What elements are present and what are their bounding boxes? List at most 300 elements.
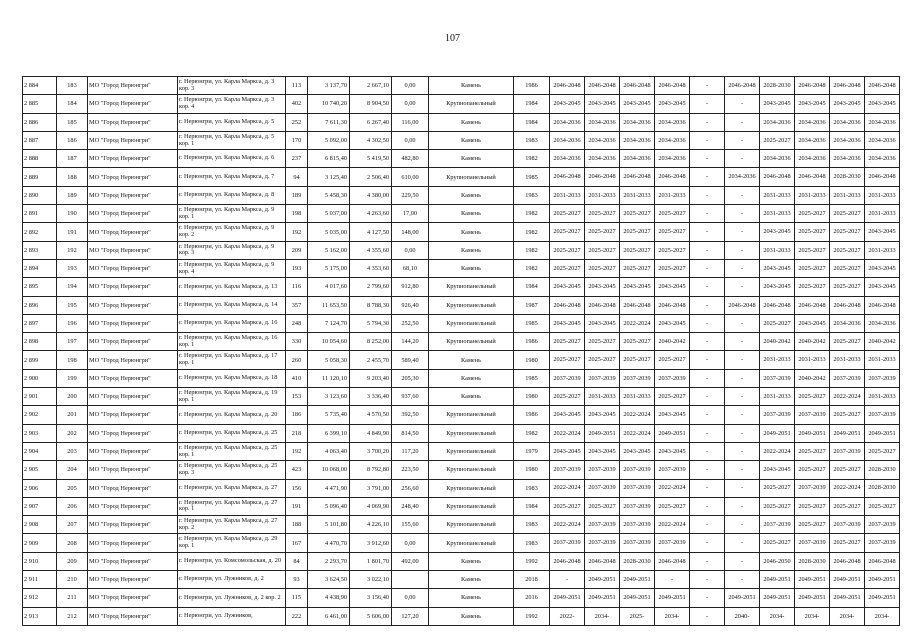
repair-period-cell: 2031-2033	[830, 186, 865, 204]
repair-period-cell: 2043-2045	[795, 314, 830, 332]
repair-period-cell: 2049-2051	[830, 589, 865, 607]
living-area-cell: 5 606,00	[350, 607, 392, 625]
apartments-cell: 423	[286, 461, 308, 479]
total-area-cell: 5 035,00	[308, 223, 350, 241]
living-area-cell: 3 022,10	[350, 571, 392, 589]
nonresidential-area-cell: 17,00	[392, 205, 429, 223]
repair-period-cell: 2046-2048	[795, 296, 830, 314]
row-number-cell: 2 890	[23, 186, 57, 204]
local-number-cell: 194	[57, 278, 88, 296]
repair-period-cell: 2025-2027	[550, 223, 585, 241]
table-row	[23, 351, 900, 369]
build-year-cell: 1992	[514, 607, 550, 625]
address-cell: г. Нерюнгри, ул. Карла Маркса, д. 16	[178, 314, 286, 332]
repair-period-cell: -	[690, 131, 725, 149]
living-area-cell: 8 788,30	[350, 296, 392, 314]
total-area-cell: 5 096,40	[308, 497, 350, 515]
total-area-cell: 7 124,70	[308, 314, 350, 332]
total-area-cell: 2 293,70	[308, 552, 350, 570]
repair-period-cell: 2037-2039	[550, 461, 585, 479]
address-cell: г. Нерюнгри, ул. Карла Маркса, д. 19 кор. 1	[178, 388, 286, 406]
build-year-cell: 1986	[514, 333, 550, 351]
repair-period-cell: 2049-2051	[585, 589, 620, 607]
repair-period-cell: -	[690, 589, 725, 607]
total-area-cell: 5 092,00	[308, 131, 350, 149]
municipality-cell: МО "Город Нерюнгри"	[88, 369, 178, 387]
repair-period-cell: 2034-2036	[655, 150, 690, 168]
repair-period-cell: 2043-2045	[620, 278, 655, 296]
living-area-cell: 4 570,50	[350, 406, 392, 424]
row-number-cell: 2 892	[23, 223, 57, 241]
repair-period-cell: 2046-2048	[725, 77, 760, 95]
repair-period-cell: 2031-2033	[655, 186, 690, 204]
wall-material-cell: Крупнопанельный	[429, 95, 514, 113]
repair-period-cell: 2034-2036	[865, 131, 900, 149]
row-number-cell: 2 884	[23, 77, 57, 95]
repair-period-cell: 2025-2027	[655, 259, 690, 277]
row-number-cell: 2 894	[23, 259, 57, 277]
row-number-cell: 2 910	[23, 552, 57, 570]
row-number-cell: 2 887	[23, 131, 57, 149]
repair-period-cell: 2046-2048	[830, 552, 865, 570]
wall-material-cell: Камень	[429, 77, 514, 95]
build-year-cell: 1992	[514, 552, 550, 570]
repair-period-cell: 2037-2039	[550, 534, 585, 552]
build-year-cell: 1983	[514, 479, 550, 497]
living-area-cell: 2 799,60	[350, 278, 392, 296]
repair-period-cell: 2034-2036	[585, 150, 620, 168]
row-number-cell: 2 913	[23, 607, 57, 625]
repair-period-cell: 2025-2027	[550, 259, 585, 277]
address-cell: г. Нерюнгри, ул. Карла Маркса, д. 16 кор. 1	[178, 333, 286, 351]
page-number: 107	[445, 33, 460, 44]
repair-period-cell: 2031-2033	[830, 351, 865, 369]
repair-period-cell: 2025-2027	[585, 259, 620, 277]
nonresidential-area-cell: 912,80	[392, 278, 429, 296]
repair-period-cell: 2025-2027	[585, 351, 620, 369]
repair-period-cell: 2031-2033	[795, 186, 830, 204]
nonresidential-area-cell: 223,50	[392, 461, 429, 479]
wall-material-cell: Крупнопанельный	[429, 333, 514, 351]
repair-period-cell: 2040-2042	[760, 333, 795, 351]
repair-period-cell: -	[690, 95, 725, 113]
repair-period-cell: 2025-2027	[865, 497, 900, 515]
repair-period-cell: 2040-2042	[795, 369, 830, 387]
repair-period-cell: 2025-2027	[655, 205, 690, 223]
repair-period-cell: 2025-2027	[550, 241, 585, 259]
repair-period-cell: 2031-2033	[865, 186, 900, 204]
repair-period-cell: -	[725, 388, 760, 406]
repair-period-cell: 2037-2039	[585, 479, 620, 497]
wall-material-cell: Крупнопанельный	[429, 406, 514, 424]
table-row	[23, 406, 900, 424]
wall-material-cell: Камень	[429, 223, 514, 241]
total-area-cell: 5 458,30	[308, 186, 350, 204]
local-number-cell: 183	[57, 77, 88, 95]
repair-period-cell: 2046-2048	[830, 296, 865, 314]
repair-period-cell: 2046-2048	[830, 77, 865, 95]
repair-period-cell: 2037-2039	[865, 369, 900, 387]
repair-period-cell: -	[690, 424, 725, 442]
build-year-cell: 1980	[514, 351, 550, 369]
wall-material-cell: Камень	[429, 388, 514, 406]
repair-period-cell: 2046-2048	[655, 168, 690, 186]
municipality-cell: МО "Город Нерюнгри"	[88, 278, 178, 296]
nonresidential-area-cell: 252,50	[392, 314, 429, 332]
table-row	[23, 369, 900, 387]
wall-material-cell: Камень	[429, 259, 514, 277]
wall-material-cell: Камень	[429, 571, 514, 589]
repair-period-cell: 2037-2039	[830, 516, 865, 534]
repair-period-cell: 2025-2027	[550, 333, 585, 351]
repair-period-cell: 2025-2027	[760, 534, 795, 552]
repair-period-cell: 2025-2027	[550, 497, 585, 515]
repair-period-cell: -	[725, 351, 760, 369]
repair-period-cell: 2031-2033	[760, 241, 795, 259]
repair-period-cell: 2049-2051	[620, 589, 655, 607]
repair-period-cell: -	[690, 497, 725, 515]
repair-period-cell: 2025-2027	[830, 205, 865, 223]
wall-material-cell: Камень	[429, 186, 514, 204]
repair-period-cell: 2043-2045	[865, 223, 900, 241]
municipality-cell: МО "Город Нерюнгри"	[88, 259, 178, 277]
municipality-cell: МО "Город Нерюнгри"	[88, 314, 178, 332]
repair-period-cell: 2034-2036	[760, 113, 795, 131]
apartments-cell: 115	[286, 589, 308, 607]
total-area-cell: 11 120,10	[308, 369, 350, 387]
repair-period-cell: 2046-2048	[865, 296, 900, 314]
repair-period-cell: 2046-2050	[760, 552, 795, 570]
repair-period-cell: 2037-2039	[620, 497, 655, 515]
repair-period-cell: 2025-2027	[585, 223, 620, 241]
apartments-cell: 252	[286, 113, 308, 131]
address-cell: г. Нерюнгри, ул. Карла Маркса, д. 9 кор. 3	[178, 241, 286, 259]
repair-period-cell: -	[725, 406, 760, 424]
row-number-cell: 2 895	[23, 278, 57, 296]
repair-period-cell: 2037-2039	[865, 406, 900, 424]
apartments-cell: 191	[286, 497, 308, 515]
apartments-cell: 330	[286, 333, 308, 351]
repair-period-cell: 2025-2027	[550, 388, 585, 406]
repair-period-cell: 2046-2048	[585, 296, 620, 314]
repair-period-cell: -	[725, 205, 760, 223]
repair-period-cell: 2031-2033	[865, 205, 900, 223]
apartments-cell: 222	[286, 607, 308, 625]
repair-period-cell: -	[725, 314, 760, 332]
repair-period-cell: -	[725, 516, 760, 534]
repair-period-cell: 2025-2027	[795, 516, 830, 534]
row-number-cell: 2 905	[23, 461, 57, 479]
repair-period-cell: 2025-2027	[585, 497, 620, 515]
repair-period-cell: 2028-2030	[830, 168, 865, 186]
local-number-cell: 189	[57, 186, 88, 204]
apartments-cell: 93	[286, 571, 308, 589]
repair-period-cell: 2049-2051	[795, 589, 830, 607]
repair-period-cell: 2049-2051	[795, 424, 830, 442]
repair-period-cell: 2034-2036	[865, 150, 900, 168]
row-number-cell: 2 885	[23, 95, 57, 113]
apartments-cell: 402	[286, 95, 308, 113]
repair-period-cell: 2046-2048	[585, 168, 620, 186]
repair-period-cell: 2031-2033	[585, 186, 620, 204]
municipality-cell: МО "Город Нерюнгри"	[88, 223, 178, 241]
repair-period-cell: 2028-2030	[795, 552, 830, 570]
repair-period-cell: 2025-2027	[830, 333, 865, 351]
municipality-cell: МО "Город Нерюнгри"	[88, 113, 178, 131]
repair-period-cell: 2025-2027	[620, 333, 655, 351]
repair-period-cell: 2022-2024	[550, 424, 585, 442]
apartments-cell: 188	[286, 516, 308, 534]
local-number-cell: 208	[57, 534, 88, 552]
local-number-cell: 198	[57, 351, 88, 369]
repair-period-cell: -	[690, 113, 725, 131]
repair-period-cell: -	[690, 296, 725, 314]
nonresidential-area-cell: 392,50	[392, 406, 429, 424]
address-cell: г. Нерюнгри, ул. Карла Маркса, д. 8	[178, 186, 286, 204]
living-area-cell: 5 794,30	[350, 314, 392, 332]
row-number-cell: 2 896	[23, 296, 57, 314]
repair-period-cell: 2025-2027	[585, 241, 620, 259]
living-area-cell: 4 069,90	[350, 497, 392, 515]
repair-period-cell: 2031-2033	[865, 241, 900, 259]
total-area-cell: 11 653,50	[308, 296, 350, 314]
address-cell: г. Нерюнгри, ул. Карла Маркса, д. 3 кор. 3	[178, 77, 286, 95]
table-row	[23, 461, 900, 479]
apartments-cell: 237	[286, 150, 308, 168]
living-area-cell: 5 419,50	[350, 150, 392, 168]
repair-period-cell: -	[690, 388, 725, 406]
table-row	[23, 95, 900, 113]
wall-material-cell: Камень	[429, 552, 514, 570]
nonresidential-area-cell: 155,60	[392, 516, 429, 534]
repair-period-cell: -	[725, 150, 760, 168]
table-row	[23, 205, 900, 223]
repair-period-cell: 2049-2051	[550, 589, 585, 607]
total-area-cell: 7 611,30	[308, 113, 350, 131]
repair-period-cell: 2034-2036	[655, 131, 690, 149]
repair-period-cell: 2043-2045	[550, 278, 585, 296]
repair-period-cell: 2031-2033	[585, 388, 620, 406]
address-cell: г. Нерюнгри, ул. Комсомольская, д. 20	[178, 552, 286, 570]
wall-material-cell: Камень	[429, 131, 514, 149]
table-row	[23, 388, 900, 406]
local-number-cell: 195	[57, 296, 88, 314]
municipality-cell: МО "Город Нерюнгри"	[88, 571, 178, 589]
repair-period-cell: 2043-2045	[865, 259, 900, 277]
repair-period-cell: 2022-2024	[655, 516, 690, 534]
nonresidential-area-cell: 492,00	[392, 552, 429, 570]
repair-period-cell: 2037-2039	[620, 534, 655, 552]
table-row	[23, 534, 900, 552]
repair-period-cell: -	[725, 131, 760, 149]
repair-period-cell: 2025-2027	[655, 388, 690, 406]
repair-period-cell: 2025-2027	[760, 131, 795, 149]
repair-period-cell: 2034-2036	[830, 150, 865, 168]
repair-period-cell: -	[690, 369, 725, 387]
table-row	[23, 571, 900, 589]
table-row	[23, 497, 900, 515]
table-row	[23, 150, 900, 168]
repair-period-cell: 2043-2045	[655, 95, 690, 113]
repair-period-cell: 2025-2027	[830, 241, 865, 259]
municipality-cell: МО "Город Нерюнгри"	[88, 131, 178, 149]
repair-period-cell: -	[655, 571, 690, 589]
repair-period-cell: 2031-2033	[620, 186, 655, 204]
table-row	[23, 186, 900, 204]
repair-period-cell: -	[690, 516, 725, 534]
wall-material-cell: Крупнопанельный	[429, 534, 514, 552]
build-year-cell: 2016	[514, 589, 550, 607]
repair-period-cell: -	[690, 77, 725, 95]
repair-period-cell: -	[690, 607, 725, 625]
local-number-cell: 188	[57, 168, 88, 186]
repair-period-cell: 2034-2036	[655, 113, 690, 131]
repair-period-cell: 2031-2033	[760, 205, 795, 223]
repair-period-cell: -	[690, 186, 725, 204]
repair-period-cell: -	[725, 241, 760, 259]
build-year-cell: 1984	[514, 113, 550, 131]
repair-period-cell: 2022-2024	[655, 479, 690, 497]
local-number-cell: 212	[57, 607, 88, 625]
repair-period-cell: 2034-2036	[585, 131, 620, 149]
address-cell: г. Нерюнгри, ул. Карла Маркса, д. 5	[178, 113, 286, 131]
address-cell: г. Нерюнгри, ул. Лужников, д. 2 кор. 2	[178, 589, 286, 607]
wall-material-cell: Крупнопанельный	[429, 442, 514, 460]
municipality-cell: МО "Город Нерюнгри"	[88, 95, 178, 113]
repair-period-cell: 2049-2051	[795, 571, 830, 589]
repair-period-cell: 2034-2036	[725, 168, 760, 186]
repair-period-cell: -	[690, 241, 725, 259]
local-number-cell: 190	[57, 205, 88, 223]
table-row	[23, 278, 900, 296]
repair-period-cell: -	[690, 461, 725, 479]
repair-period-cell: 2049-2051	[655, 589, 690, 607]
municipality-cell: МО "Город Нерюнгри"	[88, 479, 178, 497]
table-row	[23, 479, 900, 497]
repair-period-cell: 2025-2027	[620, 351, 655, 369]
repair-period-cell: 2043-2045	[655, 278, 690, 296]
repair-period-cell: 2025-2027	[830, 534, 865, 552]
repair-period-cell: 2031-2033	[620, 388, 655, 406]
address-cell: г. Нерюнгри, ул. Карла Маркса, д. 27 кор. 1	[178, 497, 286, 515]
repair-period-cell: 2043-2045	[550, 314, 585, 332]
address-cell: г. Нерюнгри, ул. Лужников,	[178, 607, 286, 625]
local-number-cell: 207	[57, 516, 88, 534]
repair-period-cell: 2025-2027	[655, 497, 690, 515]
repair-period-cell: 2043-2045	[585, 314, 620, 332]
repair-period-cell: 2043-2045	[550, 95, 585, 113]
repair-period-cell: 2040-2042	[795, 333, 830, 351]
nonresidential-area-cell: 148,00	[392, 223, 429, 241]
municipality-cell: МО "Город Нерюнгри"	[88, 534, 178, 552]
total-area-cell: 3 137,70	[308, 77, 350, 95]
repair-period-cell: 2037-2039	[865, 516, 900, 534]
repair-period-cell: 2025-2027	[550, 205, 585, 223]
repair-period-cell: -	[725, 223, 760, 241]
repair-period-cell: -	[690, 278, 725, 296]
nonresidential-area-cell: 248,40	[392, 497, 429, 515]
repair-period-cell: 2043-2045	[865, 278, 900, 296]
repair-period-cell: 2034-2036	[795, 113, 830, 131]
address-cell: г. Нерюнгри, ул. Карла Маркса, д. 25 кор. 3	[178, 461, 286, 479]
repair-period-cell: 2043-2045	[760, 223, 795, 241]
apartments-cell: 192	[286, 223, 308, 241]
nonresidential-area-cell: 926,40	[392, 296, 429, 314]
nonresidential-area-cell: 0,00	[392, 534, 429, 552]
build-year-cell: 1982	[514, 223, 550, 241]
repair-period-cell: 2031-2033	[550, 186, 585, 204]
repair-period-cell: -	[690, 406, 725, 424]
table-row	[23, 259, 900, 277]
total-area-cell: 4 470,70	[308, 534, 350, 552]
row-number-cell: 2 888	[23, 150, 57, 168]
repair-period-cell: 2037-2039	[620, 369, 655, 387]
address-cell: г. Нерюнгри, ул. Карла Маркса, д. 18	[178, 369, 286, 387]
wall-material-cell: Крупнопанельный	[429, 479, 514, 497]
apartments-cell: 167	[286, 534, 308, 552]
nonresidential-area-cell: 0,00	[392, 241, 429, 259]
nonresidential-area-cell: 0,00	[392, 95, 429, 113]
apartments-cell: 248	[286, 314, 308, 332]
repair-period-cell: -	[690, 223, 725, 241]
repair-period-cell: 2025-2027	[795, 388, 830, 406]
repair-period-cell: -	[690, 442, 725, 460]
total-area-cell: 3 125,40	[308, 168, 350, 186]
repair-period-cell: 2043-2045	[585, 278, 620, 296]
repair-period-cell: 2025-2027	[655, 223, 690, 241]
repair-period-cell: 2031-2033	[795, 351, 830, 369]
address-cell: г. Нерюнгри, ул. Карла Маркса, д. 6	[178, 150, 286, 168]
repair-period-cell: 2037-2039	[760, 406, 795, 424]
repair-period-cell: -	[690, 534, 725, 552]
repair-period-cell: 2049-2051	[585, 424, 620, 442]
repair-period-cell: -	[690, 333, 725, 351]
build-year-cell: 1983	[514, 131, 550, 149]
row-number-cell: 2 898	[23, 333, 57, 351]
repair-period-cell: 2025-2027	[655, 241, 690, 259]
repair-period-cell: 2025-2027	[830, 223, 865, 241]
address-cell: г. Нерюнгри, ул. Карла Маркса, д. 13	[178, 278, 286, 296]
apartments-cell: 189	[286, 186, 308, 204]
living-area-cell: 4 353,60	[350, 259, 392, 277]
local-number-cell: 211	[57, 589, 88, 607]
table-row	[23, 168, 900, 186]
total-area-cell: 5 735,40	[308, 406, 350, 424]
apartments-cell: 357	[286, 296, 308, 314]
build-year-cell: 1979	[514, 442, 550, 460]
row-number-cell: 2 902	[23, 406, 57, 424]
repair-period-cell: 2037-2039	[865, 534, 900, 552]
local-number-cell: 196	[57, 314, 88, 332]
repair-period-cell: 2037-2039	[620, 461, 655, 479]
repair-period-cell: 2034-2036	[830, 314, 865, 332]
build-year-cell: 1985	[514, 314, 550, 332]
municipality-cell: МО "Город Нерюнгри"	[88, 333, 178, 351]
repair-period-cell: 2034-2036	[620, 113, 655, 131]
repair-period-cell: 2046-2048	[620, 168, 655, 186]
repair-period-cell: -	[690, 205, 725, 223]
nonresidential-area-cell	[392, 571, 429, 589]
living-area-cell: 2 506,40	[350, 168, 392, 186]
repair-period-cell: 2025-2027	[620, 241, 655, 259]
repair-period-cell: 2049-2051	[655, 424, 690, 442]
table-row	[23, 77, 900, 95]
repair-period-cell: 2025-2027	[620, 259, 655, 277]
address-cell: г. Нерюнгри, ул. Карла Маркса, д. 9 кор. 4	[178, 259, 286, 277]
repair-period-cell: 2034-2036	[620, 150, 655, 168]
repair-period-cell: 2025-2027	[830, 259, 865, 277]
repair-period-cell: -	[690, 351, 725, 369]
